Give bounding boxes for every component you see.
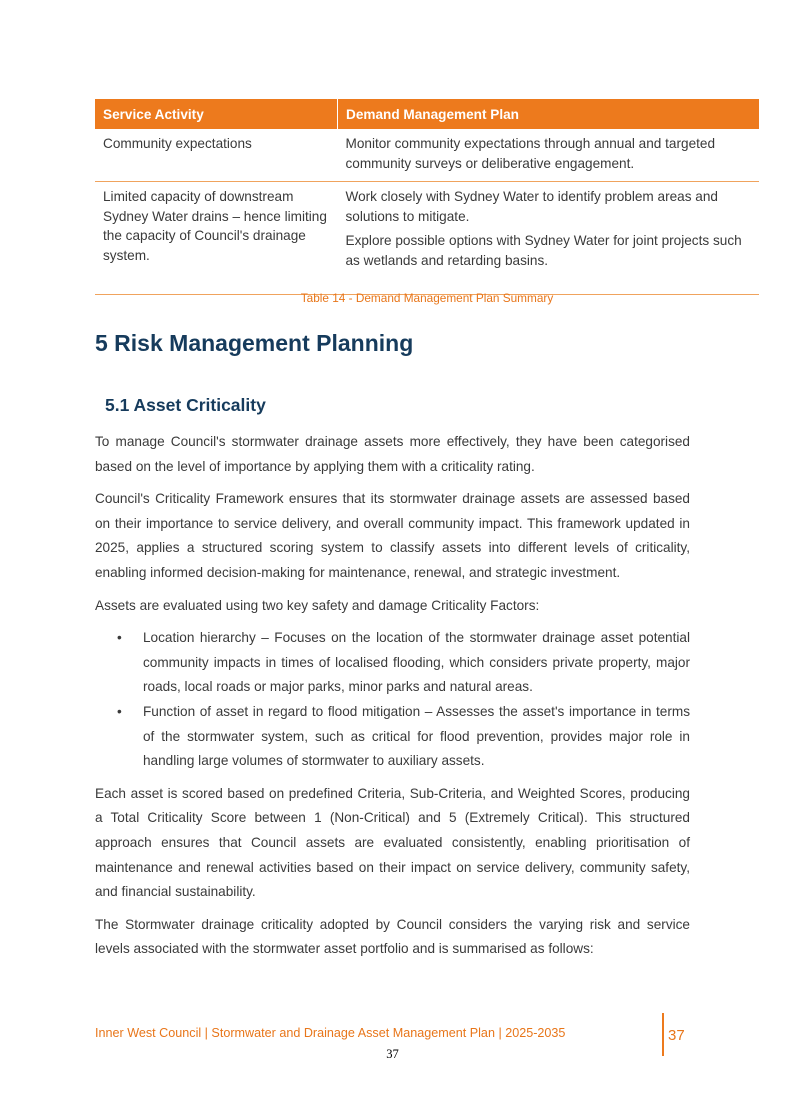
footer-page-badge: 37 xyxy=(668,1027,685,1044)
table-cell-plan xyxy=(338,129,760,182)
table-header-row xyxy=(95,99,759,129)
page-number: 37 xyxy=(386,1047,399,1061)
table-caption: Table 14 - Demand Management Plan Summary xyxy=(300,291,554,305)
list-item xyxy=(95,700,690,774)
cell-text: Work closely with Sydney Water to identify problem areas and solutions to mitigate. xyxy=(345,189,718,224)
table-row xyxy=(95,182,759,295)
bullet-list xyxy=(95,626,690,774)
demand-management-table xyxy=(95,99,759,295)
cell-text: Explore possible options with Sydney Water for joint projects such as wetlands and retarding basins. xyxy=(345,233,742,268)
bullet-icon: • xyxy=(117,703,122,719)
paragraph: Council's Criticality Framework ensures that its stormwater drainage assets are assessed based on their importance to service delivery, and overall community impact. This framework updated in 2025, applies a structured scoring system to classify assets into different levels of criticality, enabling informed decision-making for maintenance, renewal, and strategic investment. xyxy=(95,491,690,580)
list-item-text: Function of asset in regard to flood mitigation – Assesses the asset's importance in terms of the stormwater system, such as critical for flood prevention, provides major role in handling large volumes of stormwater to auxiliary assets. xyxy=(143,703,690,769)
cell-text: Limited capacity of downstream Sydney Water drains – hence limiting the capacity of Council's drainage system. xyxy=(103,189,327,263)
paragraph: The Stormwater drainage criticality adopted by Council considers the varying risk and service levels associated with the stormwater asset portfolio and is summarised as follows: xyxy=(95,916,690,957)
list-item xyxy=(95,626,690,700)
subsection-heading: 5.1 Asset Criticality xyxy=(105,395,266,415)
cell-text: Monitor community expectations through annual and targeted community surveys or deliberative engagement. xyxy=(345,136,716,171)
body-text xyxy=(95,430,690,970)
column-header-service-activity: Service Activity xyxy=(95,99,338,129)
table-row xyxy=(95,129,759,182)
footer-text: Inner West Council | Stormwater and Drainage Asset Management Plan | 2025-2035 xyxy=(95,1026,566,1040)
section-heading: 5 Risk Management Planning xyxy=(95,330,414,356)
cell-text: Community expectations xyxy=(103,136,252,151)
bullet-icon: • xyxy=(117,630,122,646)
paragraph: Assets are evaluated using two key safety and damage Criticality Factors: xyxy=(95,597,540,613)
paragraph: To manage Council's stormwater drainage assets more effectively, they have been categorised based on the level of importance by applying them with a criticality rating. xyxy=(95,434,690,474)
table-cell-activity xyxy=(95,129,338,182)
paragraph: Each asset is scored based on predefined Criteria, Sub-Criteria, and Weighted Scores, producing a Total Criticality Score between 1 (Non-Critical) and 5 (Extremely Critical). This structured approach ensures that Council assets are evaluated consistently, enabling prioritisation of maintenance and renewal activities based on their impact on service delivery, community safety, and financial sustainability. xyxy=(95,785,690,900)
table-cell-plan xyxy=(338,182,760,295)
table-cell-activity xyxy=(95,182,338,295)
list-item-text: Location hierarchy – Focuses on the location of the stormwater drainage asset potential community impacts in times of localised flooding, which considers private property, major roads, local roads or major parks, minor parks and natural areas. xyxy=(143,630,690,695)
column-header-demand-management-plan: Demand Management Plan xyxy=(338,99,760,129)
